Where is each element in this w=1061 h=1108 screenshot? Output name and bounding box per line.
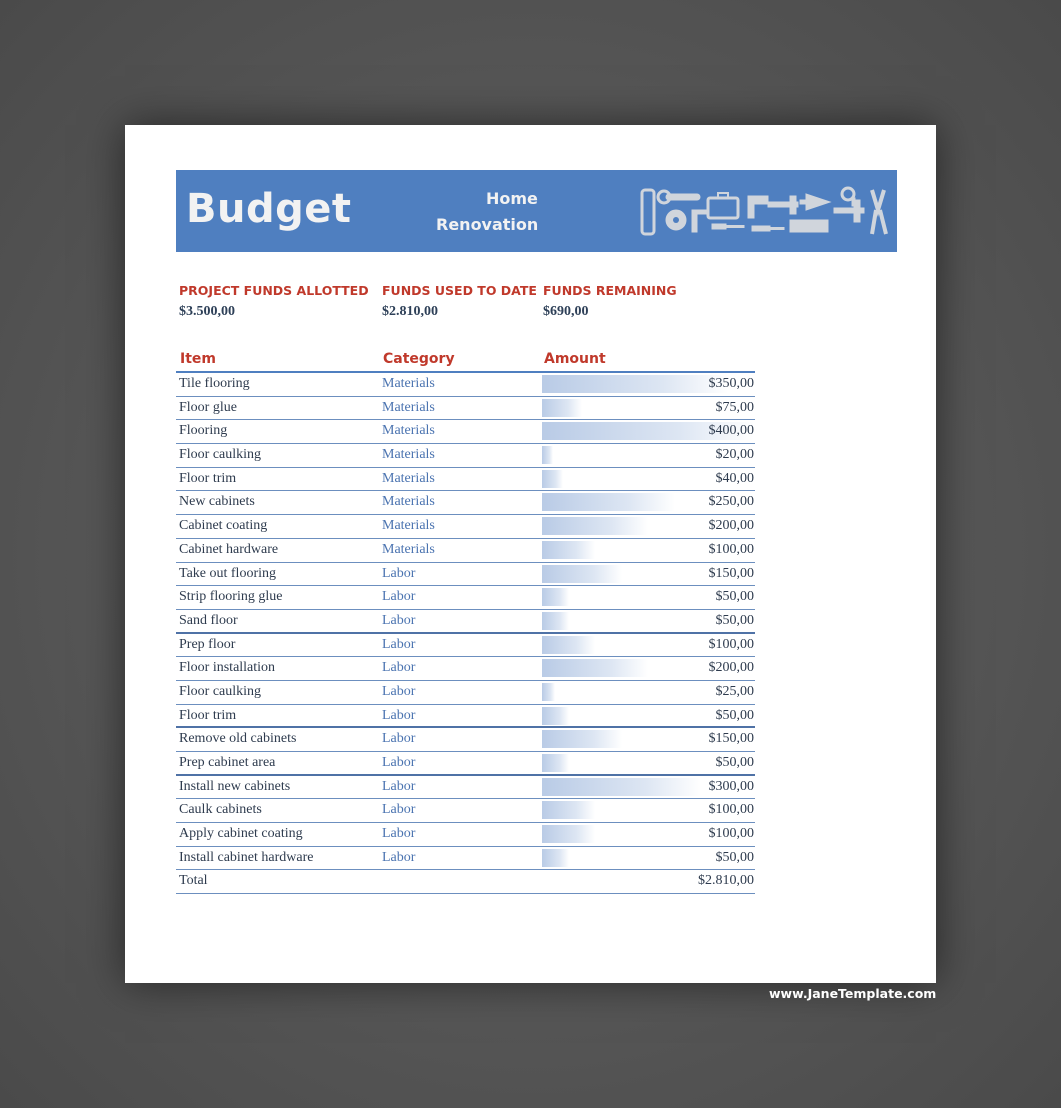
table-row	[176, 444, 755, 468]
banner-title: Budget	[186, 186, 352, 232]
table-body	[176, 373, 755, 870]
row-item: Floor caulking	[179, 683, 262, 699]
amount-bar	[542, 541, 595, 559]
row-category: Labor	[382, 589, 416, 605]
row-item: Prep cabinet area	[179, 755, 276, 770]
watermark-text: www.JaneTemplate.com	[769, 986, 937, 1001]
total-row	[176, 870, 755, 894]
row-item: Apply cabinet coating	[179, 826, 303, 842]
row-item: Cabinet hardware	[179, 541, 279, 557]
table-row	[176, 728, 755, 752]
row-item: Floor caulking	[179, 447, 262, 463]
table-header	[176, 347, 755, 373]
row-category: Labor	[382, 565, 416, 581]
funds-remaining-label: FUNDS REMAINING	[543, 283, 677, 298]
funds-used-value: $2.810,00	[382, 304, 438, 319]
row-amount: $20,00	[715, 447, 754, 463]
table-row	[176, 373, 755, 397]
row-amount: $50,00	[715, 707, 754, 723]
amount-bar	[542, 636, 595, 654]
row-category: Labor	[382, 802, 416, 818]
row-category: Labor	[382, 612, 416, 628]
table-row	[176, 776, 755, 800]
funds-allotted-label: PROJECT FUNDS ALLOTTED	[179, 283, 369, 298]
row-amount: $150,00	[708, 731, 754, 747]
amount-bar	[542, 517, 648, 535]
table-row	[176, 420, 755, 444]
table-row	[176, 491, 755, 515]
row-item: Floor glue	[179, 399, 237, 415]
funds-allotted-value: $3.500,00	[179, 304, 235, 319]
row-amount: $25,00	[715, 683, 754, 699]
row-amount: $50,00	[715, 612, 754, 628]
row-amount: $300,00	[708, 778, 754, 794]
banner-subtitle-renovation: Renovation	[436, 215, 539, 234]
row-item: Cabinet coating	[179, 518, 268, 534]
amount-bar	[542, 493, 675, 511]
row-category: Materials	[382, 518, 435, 534]
row-amount: $400,00	[708, 423, 754, 439]
table-row	[176, 515, 755, 539]
table-row	[176, 634, 755, 658]
row-amount: $50,00	[715, 589, 754, 605]
amount-bar	[542, 375, 728, 393]
table-row	[176, 847, 755, 871]
budget-table	[176, 347, 755, 894]
row-category: Materials	[382, 447, 435, 463]
tools-icon	[640, 186, 890, 238]
row-item: Remove old cabinets	[179, 731, 297, 747]
amount-bar	[542, 470, 563, 488]
row-category: Labor	[382, 755, 416, 770]
funds-remaining-value: $690,00	[543, 304, 589, 319]
row-item: Caulk cabinets	[179, 802, 262, 818]
amount-bar	[542, 399, 582, 417]
row-amount: $40,00	[715, 470, 754, 486]
row-category: Labor	[382, 636, 416, 652]
row-amount: $50,00	[715, 755, 754, 770]
row-amount: $150,00	[708, 565, 754, 581]
row-category: Labor	[382, 683, 416, 699]
amount-bar	[542, 849, 569, 867]
row-item: New cabinets	[179, 494, 255, 510]
row-category: Materials	[382, 541, 435, 557]
row-category: Labor	[382, 826, 416, 842]
row-amount: $200,00	[708, 660, 754, 676]
amount-bar	[542, 588, 569, 606]
row-category: Materials	[382, 399, 435, 415]
row-item: Take out flooring	[179, 565, 276, 581]
table-row	[176, 799, 755, 823]
amount-bar	[542, 446, 553, 464]
row-category: Materials	[382, 494, 435, 510]
row-item: Tile flooring	[179, 376, 250, 391]
row-amount: $100,00	[708, 826, 754, 842]
amount-bar	[542, 778, 701, 796]
row-item: Floor installation	[179, 660, 276, 676]
table-row	[176, 397, 755, 421]
row-category: Materials	[382, 423, 435, 439]
row-category: Labor	[382, 707, 416, 723]
amount-bar	[542, 612, 569, 630]
header-amount: Amount	[544, 351, 606, 367]
row-category: Materials	[382, 470, 435, 486]
row-category: Labor	[382, 849, 416, 865]
table-row	[176, 752, 755, 776]
table-row	[176, 539, 755, 563]
row-category: Labor	[382, 778, 416, 794]
amount-bar	[542, 565, 622, 583]
row-category: Labor	[382, 731, 416, 747]
amount-bar	[542, 825, 595, 843]
row-item: Strip flooring glue	[179, 589, 283, 605]
row-amount: $100,00	[708, 541, 754, 557]
row-amount: $100,00	[708, 636, 754, 652]
table-row	[176, 468, 755, 492]
header-item: Item	[180, 351, 216, 367]
amount-bar	[542, 707, 569, 725]
row-item: Install new cabinets	[179, 778, 291, 794]
row-amount: $350,00	[708, 376, 754, 391]
row-amount: $200,00	[708, 518, 754, 534]
table-row	[176, 586, 755, 610]
row-item: Sand floor	[179, 612, 238, 628]
row-item: Floor trim	[179, 707, 237, 723]
banner-subtitle-home: Home	[486, 189, 538, 208]
table-row	[176, 610, 755, 634]
table-row	[176, 681, 755, 705]
amount-bar	[542, 754, 569, 772]
table-row	[176, 657, 755, 681]
amount-bar	[542, 659, 648, 677]
title-banner	[176, 170, 897, 252]
total-label: Total	[179, 873, 208, 889]
row-category: Labor	[382, 660, 416, 676]
row-amount: $50,00	[715, 849, 754, 865]
row-amount: $250,00	[708, 494, 754, 510]
row-item: Prep floor	[179, 636, 236, 652]
table-row	[176, 705, 755, 729]
amount-bar	[542, 730, 622, 748]
amount-bar	[542, 801, 595, 819]
amount-bar	[542, 683, 555, 701]
row-item: Install cabinet hardware	[179, 849, 314, 865]
table-row	[176, 563, 755, 587]
table-row	[176, 823, 755, 847]
header-category: Category	[383, 351, 455, 367]
budget-sheet	[125, 125, 936, 983]
row-amount: $100,00	[708, 802, 754, 818]
funds-used-label: FUNDS USED TO DATE	[382, 283, 537, 298]
row-category: Materials	[382, 376, 435, 391]
row-item: Floor trim	[179, 470, 237, 486]
row-item: Flooring	[179, 423, 228, 439]
total-value: $2.810,00	[698, 873, 754, 889]
row-amount: $75,00	[715, 399, 754, 415]
